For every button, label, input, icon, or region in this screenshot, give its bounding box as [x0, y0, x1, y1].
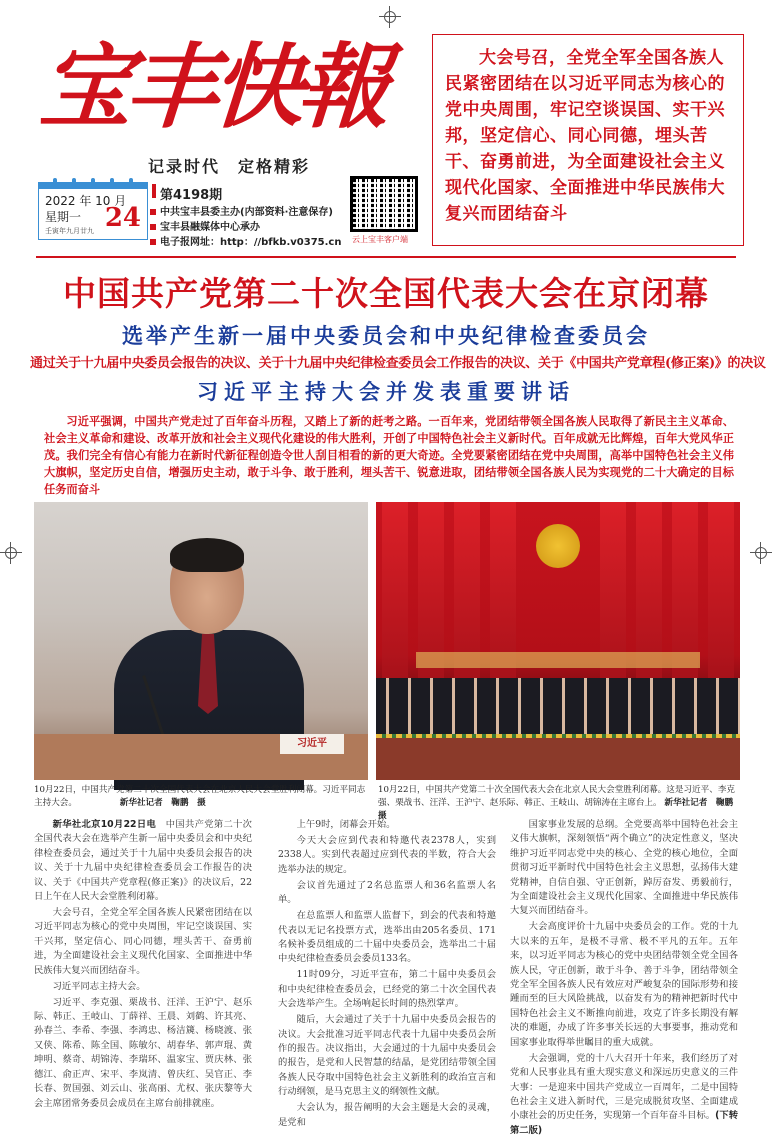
article-column-1: [34, 818, 252, 1113]
info-line-operator: 宝丰县融媒体中心承办: [150, 218, 260, 233]
article-paragraph: 习近平、李克强、栗战书、汪洋、王沪宁、赵乐际、韩正、王岐山、丁薛祥、王晨、刘鹤、许其亮、孙春兰、李希、李强、李鸿忠、杨洁篪、杨晓渡、张又侠、陈希、陈全国、陈敏尔、胡春华、郭声琨、黄坤明、蔡奇、胡锦涛、李瑞环、温家宝、贾庆林、张德江、俞正声、宋平、李岚清、曾庆红、吴官正、李长春、贺国强、刘云山、张高丽、尤权、张庆黎等大会主席团常务委员会成员在主席台前排就座。: [34, 996, 252, 1109]
article-paragraph: 大会高度评价十九届中央委员会的工作。党的十九大以来的五年，是极不寻常、极不平凡的五年。五年来，以习近平同志为核心的党中央团结带领全党全国各族人民，守正创新，敢于斗争、善于斗争，团结带领全党全军全国各族人民有效应对严峻复杂的国际形势和接踵而至的巨大风险挑战，以奋发有为的精神把新时代中国特色社会主义不断推向前进，攻克了许多长期没有解决的难题，办成了许多事关长远的大事要事，推动党和国家事业取得举世瞩目的重大成就。: [510, 921, 738, 1048]
article-dateline: 新华社北京10月22日电: [52, 819, 157, 830]
article-column-3: [510, 818, 738, 1140]
qr-caption: 云上宝丰客户端: [352, 235, 408, 244]
masthead-logo: 宝丰快報: [36, 33, 388, 141]
party-emblem-icon: [536, 524, 580, 568]
date-box: [38, 182, 148, 240]
crop-mark-left: [0, 542, 22, 564]
article-paragraph: 随后，大会通过了关于十九届中央委员会报告的决议。大会批准习近平同志代表十九届中央委员会所作的报告。决议指出，大会通过的十九届中央委员会的报告，是党和人民智慧的结晶，是党团结带领全国各族人民夺取中国特色社会主义新胜利的政治宣言和行动纲领，是马克思主义的纲领性文献。: [278, 1014, 496, 1098]
main-headline: 中国共产党第二十次全国代表大会在京闭幕: [63, 274, 709, 313]
lead-paragraph: 习近平强调，中国共产党走过了百年奋斗历程，又踏上了新的赶考之路。一百年来，党团结带领全国各族人民取得了新民主主义革命、社会主义革命和建设、改革开放和社会主义现代化建设的伟大胜利，开创了中国特色社会主义新时代。百年成就无比辉煌，百年大党风华正茂。我们完全有信心有能力在新时代新征程创造令世人刮目相看的新的更大奇迹。全党要紧密团结在党中央周围，高举中国特色社会主义伟大旗帜，坚定历史自信，增强历史主动，敢于斗争、敢于胜利，埋头苦干、锐意进取，团结带领全国各族人民为实现党的二十大确定的目标任务而奋斗: [44, 415, 734, 496]
photo-credit-left: 新华社记者 鞠鹏 摄: [119, 798, 206, 808]
article-paragraph: 大会认为，报告阐明的大会主题是大会的灵魂，是党和: [278, 1102, 496, 1128]
callout-text: 大会号召，全党全军全国各族人民紧密团结在以习近平同志为核心的党中央周围，牢记空谈误国、实干兴邦，坚定信心、同心同德，埋头苦干、奋勇前进，为全面建设社会主义现代化国家、全面推进中华民族伟大复兴而团结奋斗: [445, 48, 725, 224]
date-lunar: 壬寅年九月廿九: [45, 227, 94, 235]
crop-mark-right: [750, 542, 772, 564]
article-paragraph: 新华社北京10月22日电 中国共产党第二十次全国代表大会在选举产生新一届中央委员会和中央纪律检查委员会，通过关于十九届中央委员会报告的决议、关于十九届中央纪律检查委员会工作报告的决议、关于《中国共产党章程(修正案)》的决议后，22日上午在人民大会堂胜利闭幕。: [34, 819, 252, 903]
subheadline-3: 习近平主持大会并发表重要讲话: [197, 380, 575, 404]
date-day: 24: [104, 203, 141, 233]
continued-link[interactable]: (下转第二版): [510, 1110, 738, 1136]
photo-caption-left: 10月22日，中国共产党第二十次全国代表大会在北京人民大会堂胜利闭幕。习近平同志主持大会。 新华社记者 鞠鹏 摄: [34, 785, 366, 808]
qr-code-icon[interactable]: [350, 176, 418, 232]
article-paragraph: 习近平同志主持大会。: [52, 980, 146, 992]
article-column-2: [278, 818, 496, 1132]
article-paragraph: 上午9时，闭幕会开始。: [296, 819, 396, 830]
photo-speaker: [34, 502, 368, 780]
calendar-rings-icon: [39, 178, 147, 188]
article-paragraph: 会议首先通过了2名总监票人和36名监票人名单。: [278, 879, 496, 906]
nameplate: 习近平: [280, 734, 344, 754]
article-paragraph: 大会强调，党的十八大召开十年来，我们经历了对党和人民事业具有重大现实意义和深远历史意义的三件大事：一是迎来中国共产党成立一百周年，二是中国特色社会主义进入新时代，三是完成脱贫攻坚、全面建成小康社会的历史任务，实现第一个百年奋斗目标。(下转第二版): [510, 1052, 738, 1136]
subheadline-1: 选举产生新一届中央委员会和中央纪律检查委员会: [122, 324, 650, 348]
callout-box: [432, 34, 744, 246]
masthead-slogan: 记录时代 定格精彩: [148, 157, 311, 176]
info-line-website[interactable]: 电子报网址：http：//bfkb.v0375.cn: [150, 233, 341, 248]
issue-marker: [152, 184, 156, 198]
date-year-month: 2022 年 10 月: [45, 194, 127, 208]
info-line-sponsor: 中共宝丰县委主办(内部资料·注意保存): [150, 203, 333, 218]
divider: [36, 256, 736, 258]
article-paragraph: 在总监票人和监票人监督下，到会的代表和特邀代表以无记名投票方式，选举出由205名委员、171名候补委员组成的二十届中央委员会，选举出二十届中央纪律检查委员会委员133名。: [278, 910, 496, 965]
article-paragraph: 11时09分，习近平宣布，第二十届中央委员会和中央纪律检查委员会，已经党的第二十次全国代表大会选举产生。全场响起长时间的热烈掌声。: [278, 969, 496, 1010]
article-paragraph: 国家事业发展的总纲。全党要高举中国特色社会主义伟大旗帜，深刻领悟“两个确立”的决定性意义，坚决维护习近平同志党中央的核心、全党的核心地位，全面贯彻习近平新时代中国特色社会主义思想，弘扬伟大建党精神，自信自强、守正创新，踔厉奋发、勇毅前行，为全面建设社会主义现代化国家、全面推进中华民族伟大复兴而团结奋斗。: [510, 819, 738, 917]
photo-presidium: [376, 502, 740, 780]
article-paragraph: 今天大会应到代表和特邀代表2378人，实到2338人。实到代表超过应到代表的半数，符合大会选举办法的规定。: [278, 835, 496, 875]
photo-credit-right: 新华社记者 鞠鹏 摄: [378, 798, 742, 821]
article-paragraph: 大会号召，全党全军全国各族人民紧密团结在以习近平同志为核心的党中央周围，牢记空谈误国、实干兴邦，坚定信心、同心同德，埋头苦干、奋勇前进，为全面建设社会主义现代化国家、全面推进中华民族伟大复兴而团结奋斗。: [34, 907, 252, 976]
photo-caption-right: 10月22日，中国共产党第二十次全国代表大会在北京人民大会堂胜利闭幕。这是习近平、李克强、栗战书、汪洋、王沪宁、赵乐际、韩正、王岐山、胡锦涛在主席台上。 新华社记者 鞠鹏 摄: [378, 785, 742, 821]
issue-number: 第4198期: [160, 188, 223, 203]
subheadline-2: 通过关于十九届中央委员会报告的决议、关于十九届中央纪律检查委员会工作报告的决议、关于《中国共产党章程(修正案)》的决议: [30, 356, 766, 371]
date-weekday: 星期一: [45, 210, 82, 224]
